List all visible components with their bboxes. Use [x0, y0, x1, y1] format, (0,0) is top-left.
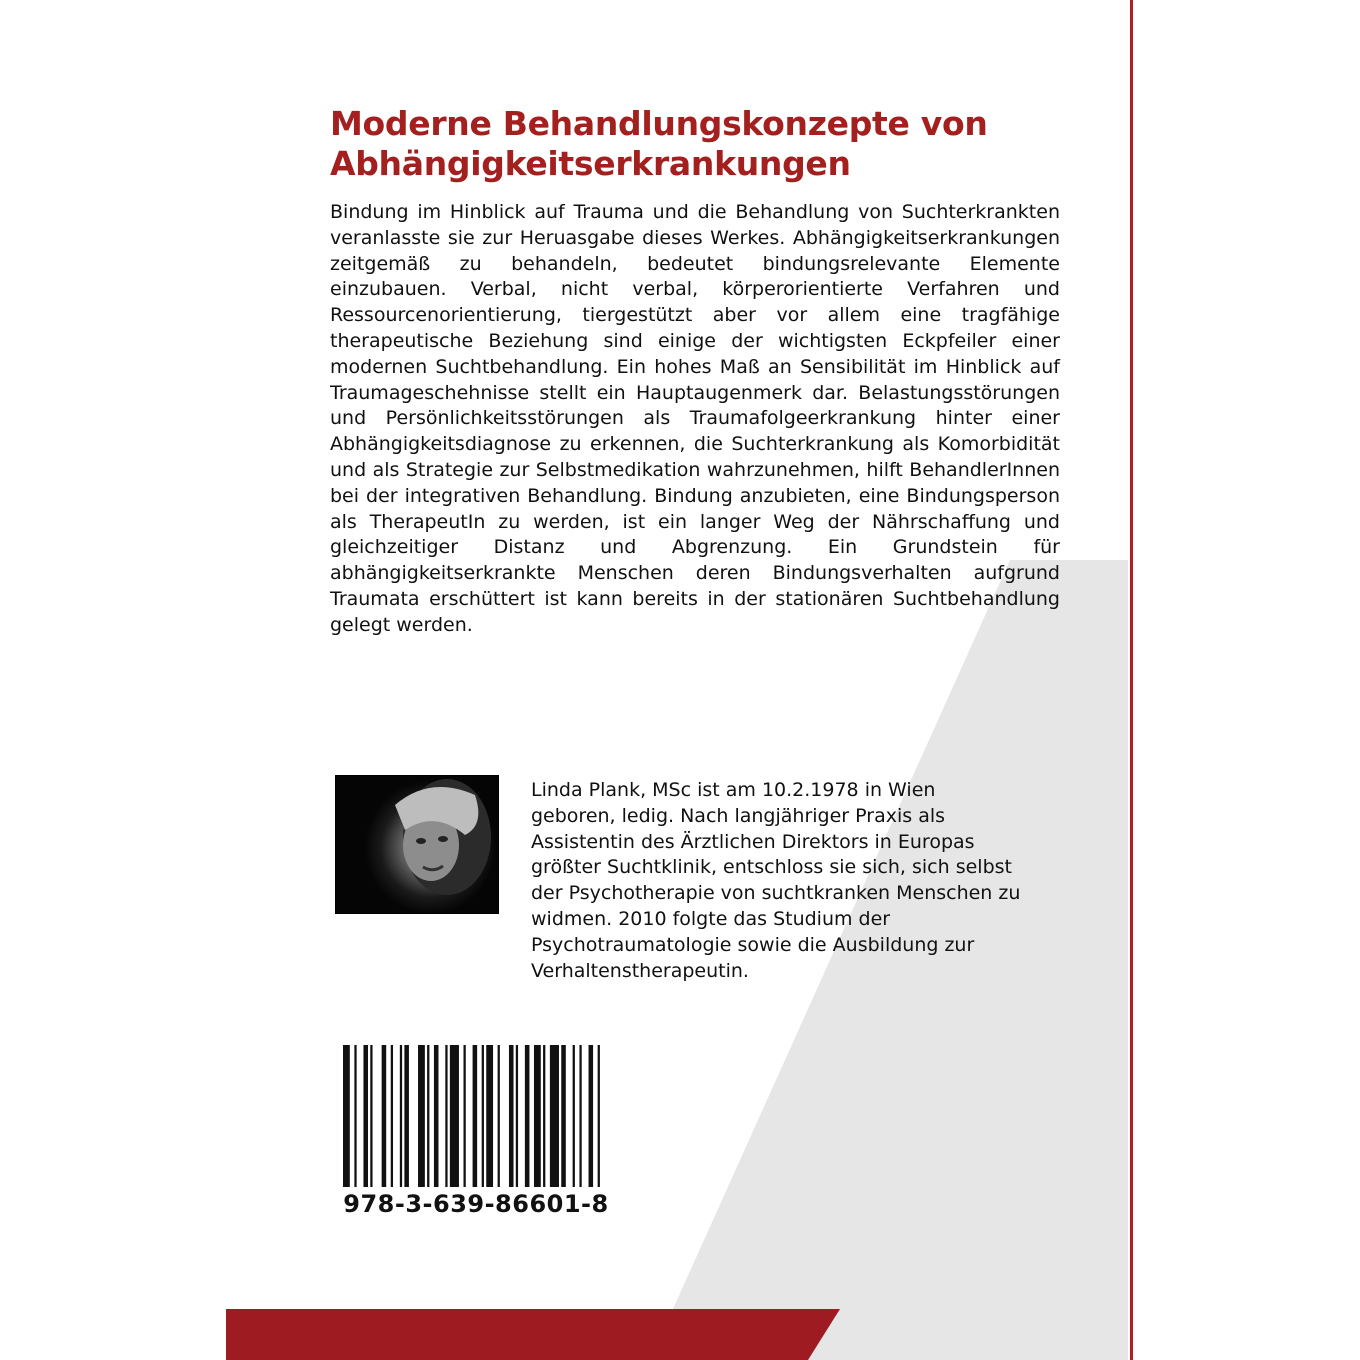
book-title-line-1: Moderne Behandlungskonzepte von [330, 104, 988, 143]
barcode-bar [418, 1045, 425, 1187]
barcode-bar [400, 1045, 402, 1187]
barcode-bar [498, 1045, 500, 1187]
author-bio-line: geboren, ledig. Nach langjähriger Praxis als [531, 804, 946, 827]
author-portrait [335, 775, 499, 914]
barcode-bar [427, 1045, 429, 1187]
decorative-red-stripe [226, 1309, 840, 1360]
isbn-number: 978-3-639-86601-8 [343, 1190, 609, 1218]
barcode-bar [382, 1045, 387, 1187]
book-title-line-2: Abhängigkeitserkrankungen [330, 144, 851, 183]
author-bio-line: Psychotraumatologie sowie die Ausbildung zur [531, 933, 975, 956]
book-blurb: Bindung im Hinblick auf Trauma und die Behandlung von Suchterkrankten veranlasste sie zur Heruasgabe dieses Werkes. Abhängigkeitserkrankungen zeitgemäß zu behandeln, bedeutet bindungsrelevante Elemente einzubauen. Verbal, nicht verbal, körperorientierte Verfahren und Ressourcenorientierung, tiergestützt aber vor allem eine tragfähige therapeutische Beziehung sind einige der wichtigsten Eckpfeiler einer modernen Suchtbehandlung. Ein hohes Maß an Sensibilität im Hinblick auf Traumageschehnisse stellt ein Hauptaugenmerk dar. Belastungsstörungen und Persönlichkeitsstörungen als Traumafolgeerkrankung hinter einer Abhängigkeitsdiagnose zu erkennen, die Suchterkrankung als Komorbidität und als Strategie zur Selbstmedikation wahrzunehmen, hilft BehandlerInnen bei der integrativen Behandlung. Bindung anzubieten, eine Bindungsperson als TherapeutIn zu werden, ist ein langer Weg der Nährschaffung und gleichzeitiger Distanz und Abgrenzung. Ein Grundstein für abhängigkeitserkrankte Menschen deren Bindungsverhalten aufgrund Traumata erschüttert ist kann bereits in der stationären Suchtbehandlung gelegt werden. [330, 201, 1060, 636]
author-bio-line: Linda Plank, MSc ist am 10.2.1978 in Wien [531, 779, 936, 801]
barcode-bar [550, 1045, 559, 1187]
barcode-bar [450, 1045, 459, 1187]
barcode-bar [370, 1045, 372, 1187]
author-bio-line: Verhaltenstherapeutin. [531, 959, 749, 982]
barcode-bar [561, 1045, 566, 1187]
barcode-bar [534, 1045, 541, 1187]
barcode-bar [579, 1045, 581, 1187]
author-bio-line: größter Suchtklinik, entschloss sie sich, sich selbst [531, 856, 1012, 879]
spine-edge-line [1130, 0, 1133, 1360]
barcode-bar [525, 1045, 530, 1187]
author-bio [531, 778, 1071, 984]
barcode-bar [464, 1045, 466, 1187]
barcode-bar [363, 1045, 368, 1187]
barcode-bar [509, 1045, 514, 1187]
barcode-bar [516, 1045, 518, 1187]
barcode-bar [543, 1045, 545, 1187]
barcode-bar [434, 1045, 439, 1187]
barcode-bar [486, 1045, 493, 1187]
author-bio-line: der Psychotherapie von suchtkranken Menschen zu [531, 882, 1021, 905]
barcode-bar [391, 1045, 393, 1187]
isbn-barcode [343, 1045, 609, 1187]
book-title [330, 104, 1070, 184]
barcode-bar [589, 1045, 594, 1187]
author-bio-line: widmen. 2010 folgte das Studium der [531, 907, 891, 930]
barcode-bar [482, 1045, 484, 1187]
barcode-bar [598, 1045, 600, 1187]
barcode-bar [343, 1045, 350, 1187]
barcode-bar [404, 1045, 409, 1187]
barcode-bar [445, 1045, 447, 1187]
barcode-bar [473, 1045, 478, 1187]
author-bio-line: Assistentin des Ärztlichen Direktors in Europas [531, 830, 975, 853]
barcode-bar [573, 1045, 575, 1187]
barcode-bar [354, 1045, 356, 1187]
author-portrait-icon [335, 775, 499, 914]
